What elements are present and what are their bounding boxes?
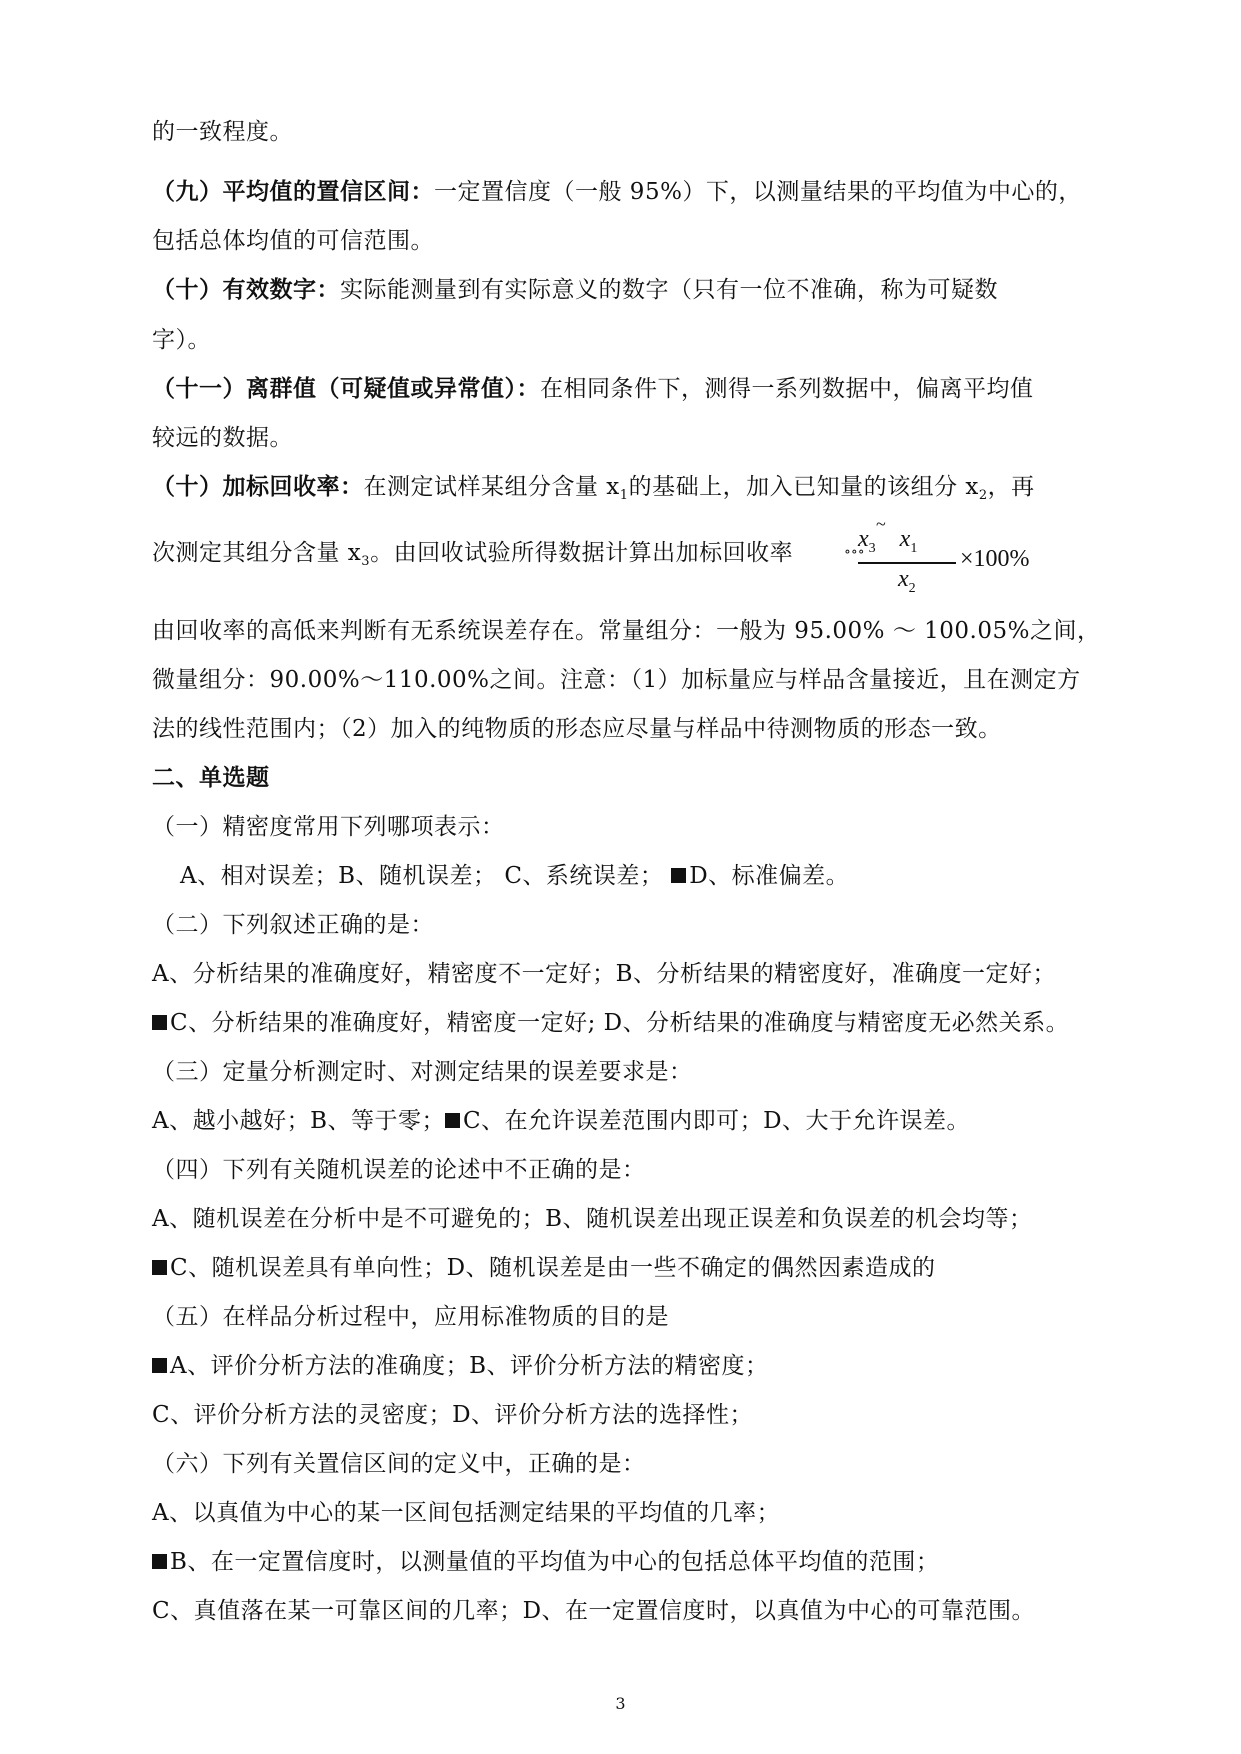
option-text: C、随机误差具有单向性；D、随机误差是由一些不确定的偶然因素造成的 — [170, 1255, 936, 1281]
question-text: （五）在样品分析过程中，应用标准物质的目的是 — [152, 1304, 669, 1330]
formula-var: x — [858, 526, 869, 552]
option-text: A、相对误差；B、随机误差； C、系统误差； — [180, 863, 664, 889]
definition-item — [152, 374, 1034, 404]
question-options — [152, 1008, 1069, 1038]
text-line — [152, 226, 434, 256]
question-stem — [152, 1057, 693, 1087]
option-text: C、真值落在某一可靠区间的几率；D、在一定置信度时，以真值为中心的可靠范围。 — [152, 1598, 1036, 1624]
question-options — [152, 1547, 939, 1577]
text-line — [152, 714, 1002, 744]
definition-item — [152, 177, 1082, 207]
paragraph-text: 较远的数据。 — [152, 425, 293, 451]
answer-marker-icon — [152, 1015, 167, 1030]
question-options — [152, 1204, 1033, 1234]
question-text: （四）下列有关随机误差的论述中不正确的是： — [152, 1157, 646, 1183]
definition-item — [152, 472, 1035, 511]
subscript: 2 — [978, 488, 988, 503]
recovery-rate-formula — [844, 514, 1030, 596]
text-line — [152, 423, 293, 453]
option-text: C、分析结果的准确度好，精密度一定好; D、分析结果的准确度与精密度无必然关系。 — [170, 1010, 1070, 1036]
answer-marker-icon — [152, 1554, 167, 1569]
paragraph-text: 法的线性范围内；（2）加入的纯物质的形态应尽量与样品中待测物质的形态一致。 — [152, 716, 1002, 742]
question-stem — [152, 1155, 646, 1185]
formula-multiplier: ×100% — [960, 546, 1030, 572]
paragraph-text: 由回收率的高低来判断有无系统误差存在。常量组分：一般为 95.00% ～ 100.05%之间， — [152, 618, 1101, 644]
question-options — [152, 1498, 780, 1528]
definition-text: 在测定试样某组分含量 x — [363, 474, 620, 500]
formula-var: x — [898, 566, 909, 592]
term-heading: （十）有效数字： — [152, 277, 340, 303]
option-text: A、以真值为中心的某一区间包括测定结果的平均值的几率； — [152, 1500, 781, 1526]
fraction-bar — [858, 562, 956, 564]
term-heading: （九）平均值的置信区间： — [152, 179, 434, 205]
formula-subscript: 3 — [868, 541, 876, 556]
definition-text: 的基础上，加入已知量的该组分 x — [628, 474, 979, 500]
question-stem — [152, 910, 434, 940]
formula-subscript: 1 — [910, 541, 918, 556]
term-heading: （十）加标回收率： — [152, 474, 364, 500]
question-stem — [152, 812, 505, 842]
option-text: A、越小越好；B、等于零； — [152, 1108, 446, 1134]
answer-marker-icon — [152, 1358, 167, 1373]
text-line — [152, 616, 1100, 646]
formula-subscript: 2 — [908, 581, 916, 596]
answer-marker-icon — [152, 1260, 167, 1275]
paragraph-text: 的一致程度。 — [152, 119, 293, 145]
formula-tilde: ~ — [876, 514, 886, 534]
question-stem — [152, 1302, 669, 1332]
question-text: （六）下列有关置信区间的定义中，正确的是： — [152, 1451, 646, 1477]
formula-var: x — [899, 526, 911, 552]
option-text: A、分析结果的准确度好，精密度不一定好；B、分析结果的精密度好，准确度一定好； — [152, 961, 1057, 987]
text-line — [152, 325, 211, 355]
paragraph-text: 包括总体均值的可信范围。 — [152, 228, 434, 254]
subscript: 1 — [619, 488, 629, 503]
answer-marker-icon — [671, 868, 686, 883]
question-text: （三）定量分析测定时、对测定结果的误差要求是： — [152, 1059, 693, 1085]
definition-text: 实际能测量到有实际意义的数字（只有一位不准确，称为可疑数 — [340, 277, 998, 303]
formula-numerator — [858, 526, 917, 557]
option-text: A、随机误差在分析中是不可避免的；B、随机误差出现正误差和负误差的机会均等； — [152, 1206, 1033, 1232]
question-options — [180, 861, 849, 891]
question-options — [152, 1106, 970, 1136]
question-text: （一）精密度常用下列哪项表示： — [152, 814, 505, 840]
question-text: （二）下列叙述正确的是： — [152, 912, 434, 938]
paragraph-text: 次测定其组分含量 x — [152, 540, 362, 566]
text-line — [152, 117, 293, 147]
question-options — [152, 1351, 769, 1381]
definition-item — [152, 275, 998, 305]
section-title: 二、单选题 — [152, 765, 270, 791]
option-text: D、标准偏差。 — [689, 863, 850, 889]
question-options — [152, 1253, 936, 1283]
option-text: B、在一定置信度时，以测量值的平均值为中心的包括总体平均值的范围； — [170, 1549, 940, 1575]
definition-text: 在相同条件下，测得一系列数据中，偏离平均值 — [540, 376, 1034, 402]
definition-text: 一定置信度（一般 95%）下，以测量结果的平均值为中心的， — [434, 179, 1082, 205]
subscript: 3 — [361, 554, 371, 569]
answer-marker-icon — [445, 1113, 460, 1128]
formula-denominator — [898, 566, 916, 597]
question-options — [152, 1400, 753, 1430]
option-text: C、评价分析方法的灵密度；D、评价分析方法的选择性； — [152, 1402, 754, 1428]
formula-prefix: ∘∘∘ — [844, 545, 865, 560]
page-number: 3 — [615, 1694, 626, 1713]
question-options — [152, 959, 1056, 989]
definition-text: ，再 — [987, 474, 1035, 500]
paragraph-text: 微量组分：90.00%～110.00%之间。注意：（1）加标量应与样品含量接近，且在测定方 — [152, 667, 1081, 693]
text-line — [152, 538, 793, 577]
option-text: C、在允许误差范围内即可；D、大于允许误差。 — [463, 1108, 971, 1134]
term-heading: （十一）离群值（可疑值或异常值）： — [152, 376, 540, 402]
section-heading — [152, 763, 270, 793]
question-stem — [152, 1449, 646, 1479]
paragraph-text: 。由回收试验所得数据计算出加标回收率 — [370, 540, 794, 566]
paragraph-text: 字）。 — [152, 327, 211, 353]
question-options — [152, 1596, 1035, 1626]
option-text: A、评价分析方法的准确度；B、评价分析方法的精密度； — [170, 1353, 769, 1379]
text-line — [152, 665, 1081, 695]
